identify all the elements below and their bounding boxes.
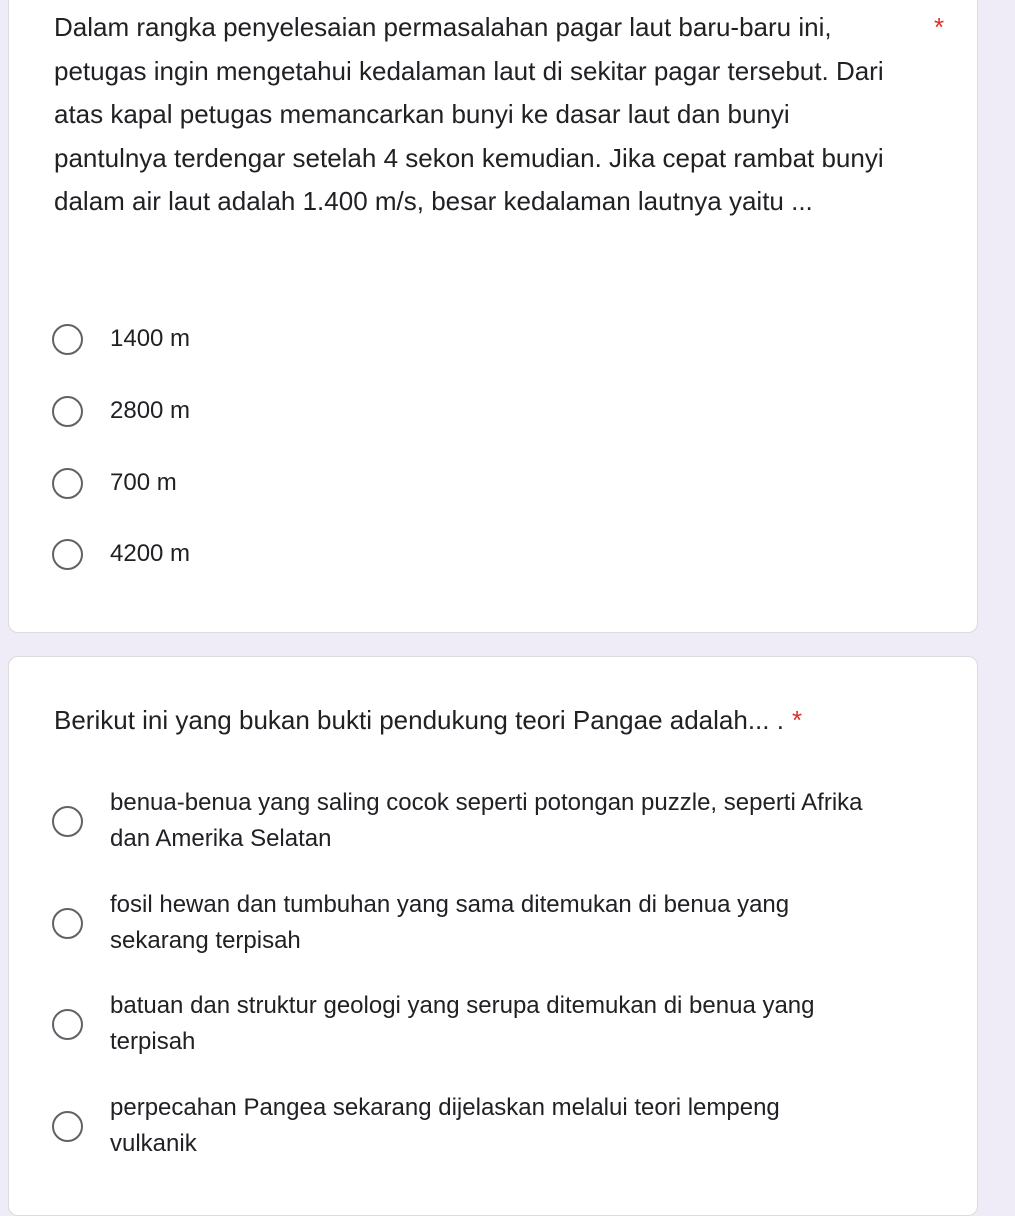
- option-label: 700 m: [110, 469, 177, 496]
- option-puzzle-continents[interactable]: [52, 785, 932, 857]
- radio-button[interactable]: [52, 396, 83, 427]
- question-text-content: Dalam rangka penyelesaian permasalahan pagar laut baru-baru ini, petugas ingin mengetahui kedalaman laut di sekitar pagar tersebut. Dari atas kapal petugas memancarkan bunyi ke dasar laut dan bunyi pantulnya terdengar setelah 4 sekon kemudian. Jika cepat rambat bunyi dalam air laut adalah 1.400 m/s, besar kedalaman lautnya yaitu ...: [54, 12, 884, 216]
- question-card-1: [8, 0, 978, 633]
- question-text: [54, 6, 945, 224]
- option-label: benua-benua yang saling cocok seperti potongan puzzle, seperti Afrika dan Amerika Selatan: [110, 789, 863, 852]
- option-4200m[interactable]: [52, 536, 932, 572]
- radio-button[interactable]: [52, 806, 83, 837]
- scrollbar[interactable]: [1005, 0, 1015, 1186]
- radio-button[interactable]: [52, 468, 83, 499]
- required-asterisk: *: [934, 12, 945, 42]
- option-label: perpecahan Pangea sekarang dijelaskan melalui teori lempeng vulkanik: [110, 1094, 780, 1157]
- option-label: 4200 m: [110, 540, 191, 567]
- question-text-content: Berikut ini yang bukan bukti pendukung teori Pangae adalah... .: [54, 705, 784, 735]
- option-label: fosil hewan dan tumbuhan yang sama ditemukan di benua yang sekarang terpisah: [110, 891, 790, 954]
- radio-button[interactable]: [52, 908, 83, 939]
- option-pangea-breakup[interactable]: [52, 1090, 932, 1162]
- radio-button[interactable]: [52, 1111, 83, 1142]
- option-1400m[interactable]: [52, 321, 932, 357]
- radio-button[interactable]: [52, 539, 83, 570]
- radio-button[interactable]: [52, 1009, 83, 1040]
- option-fossils[interactable]: [52, 887, 932, 959]
- option-label: 1400 m: [110, 325, 191, 352]
- question-card-2: [8, 656, 978, 1216]
- option-label: 2800 m: [110, 397, 191, 424]
- option-label: batuan dan struktur geologi yang serupa ditemukan di benua yang terpisah: [110, 992, 815, 1055]
- option-rocks-geology[interactable]: [52, 988, 932, 1060]
- question-text: [54, 699, 924, 743]
- radio-button[interactable]: [52, 324, 83, 355]
- option-2800m[interactable]: [52, 393, 932, 429]
- option-700m[interactable]: [52, 465, 932, 501]
- required-asterisk: *: [791, 705, 803, 735]
